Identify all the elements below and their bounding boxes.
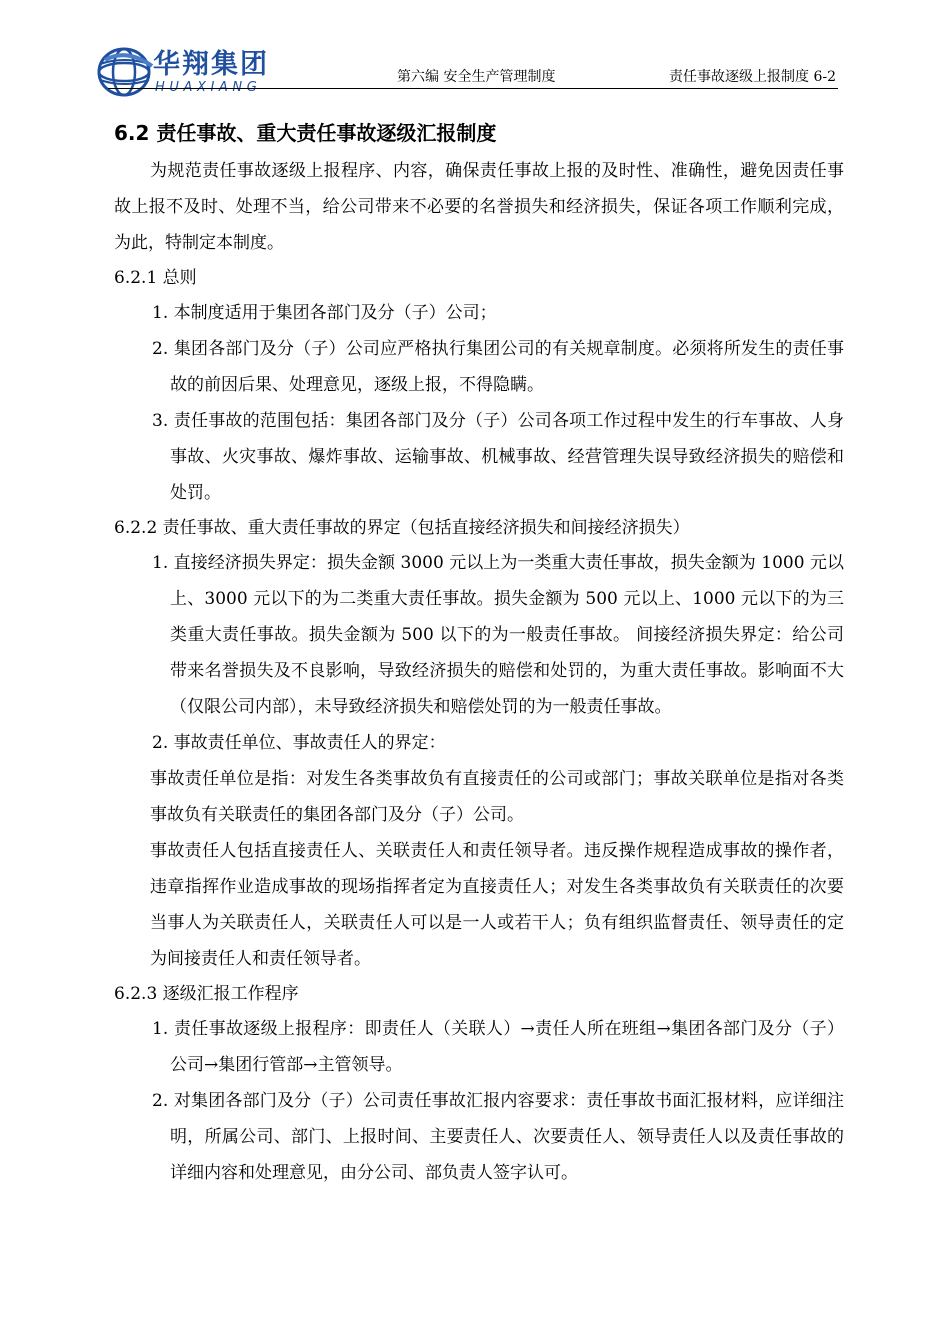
header-section-label: 第六编 安全生产管理制度	[397, 69, 556, 85]
section-heading-definition: 6.2.2 责任事故、重大责任事故的界定（包括直接经济损失和间接经济损失）	[114, 518, 690, 538]
header-doc-ref: 责任事故逐级上报制度 6-2	[669, 69, 836, 85]
list-item: 2. 集团各部门及分（子）公司应严格执行集团公司的有关规章制度。必须将所发生的责任事故的前因后果、处理意见，逐级上报，不得隐瞒。	[152, 339, 844, 395]
list-item: 3. 责任事故的范围包括：集团各部门及分（子）公司各项工作过程中发生的行车事故、人身事故、火灾事故、爆炸事故、运输事故、机械事故、经营管理失误导致经济损失的赔偿和处罚。	[152, 411, 844, 503]
header-divider	[108, 88, 838, 89]
intro-paragraph: 为规范责任事故逐级上报程序、内容，确保责任事故上报的及时性、准确性，避免因责任事故上报不及时、处理不当，给公司带来不必要的名誉损失和经济损失，保证各项工作顺利完成，为此，特制定本制度。	[114, 161, 844, 253]
globe-logo-icon	[97, 44, 153, 98]
list-item: 2. 对集团各部门及分（子）公司责任事故汇报内容要求：责任事故书面汇报材料，应详细注明，所属公司、部门、上报时间、主要责任人、次要责任人、领导责任人以及责任事故的详细内容和处理意见，由分公司、部负责人签字认可。	[152, 1091, 844, 1183]
definition-paragraph: 事故责任单位是指：对发生各类事故负有直接责任的公司或部门；事故关联单位是指对各类事故负有关联责任的集团各部门及分（子）公司。	[150, 769, 844, 825]
list-item: 1. 本制度适用于集团各部门及分（子）公司；	[152, 303, 497, 323]
document-title: 6.2 责任事故、重大责任事故逐级汇报制度	[114, 121, 497, 145]
definition-paragraph: 事故责任人包括直接责任人、关联责任人和责任领导者。违反操作规程造成事故的操作者，违章指挥作业造成事故的现场指挥者定为直接责任人；对发生各类事故负有关联责任的次要当事人为关联责任人，关联责任人可以是一人或若干人；负有组织监督责任、领导责任的定为间接责任人和责任领导者。	[150, 841, 844, 969]
company-logo	[97, 40, 277, 100]
page-header	[97, 40, 842, 102]
logo-chinese-name: 华翔集团	[153, 49, 269, 80]
section-heading-general: 6.2.1 总则	[114, 268, 197, 288]
section-heading-procedure: 6.2.3 逐级汇报工作程序	[114, 984, 299, 1004]
list-item: 1. 直接经济损失界定：损失金额 3000 元以上为一类重大责任事故，损失金额为 1000 元以上、3000 元以下的为二类重大责任事故。损失金额为 500 元以上、1000 元以下的为三类重大责任事故。损失金额为 500 以下的为一般责任事故。 间接经济损失界定：给公司带来名誉损失及不良影响，导致经济损失的赔偿和处罚的，为重大责任事故。影响面不大（仅限公司内部），未导致经济损失和赔偿处罚的为一般责任事故。	[152, 553, 844, 717]
document-body	[114, 118, 844, 1191]
list-item: 2. 事故责任单位、事故责任人的界定：	[152, 733, 446, 753]
logo-english-name: HUAXIANG	[155, 80, 262, 95]
list-item: 1. 责任事故逐级上报程序：即责任人（关联人）→责任人所在班组→集团各部门及分（子）公司→集团行管部→主管领导。	[152, 1019, 844, 1075]
